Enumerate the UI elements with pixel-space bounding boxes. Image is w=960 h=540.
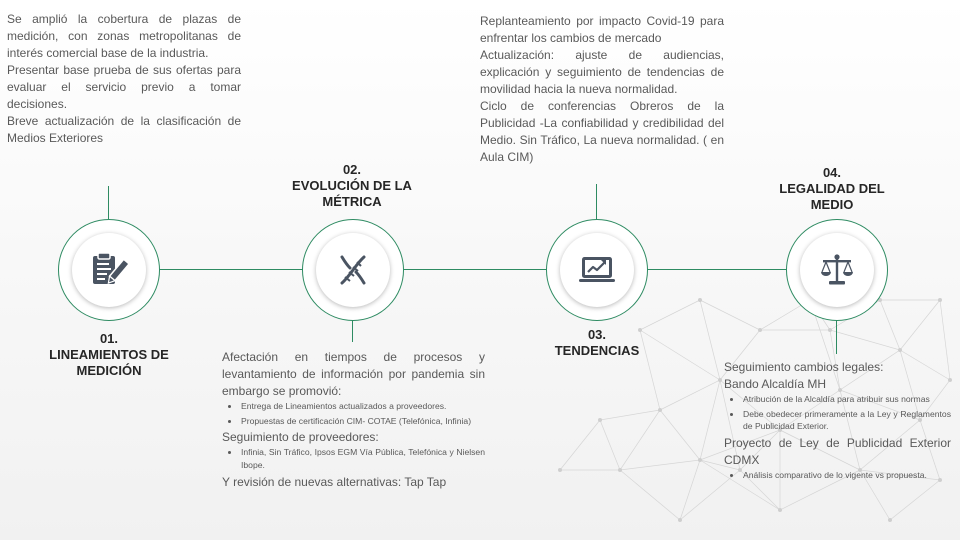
stage-4-title (772, 165, 892, 213)
list-item: • Propuestas de certificación CIM- COTAE (Telefónica, Infinia) (240, 415, 485, 428)
list-item: • Infinia, Sin Tráfico, Ipsos EGM Vía Pública, Telefónica y Nielsen Ibope. (240, 446, 485, 471)
list-item: • Análisis comparativo de lo vigente vs propuesta. (742, 469, 951, 482)
stage-2-description (222, 349, 485, 491)
stage-3-detail: Replanteamiento por impacto Covid-19 para enfrentar los cambios de mercado (480, 14, 724, 45)
stage-1-detail: Presentar base prueba de sus ofertas para evaluar el servicio previo a tomar decisiones. (7, 63, 241, 111)
stage-1-detail: Se amplió la cobertura de plazas de medición, con zonas metropolitanas de interés comercial base de la industria. (7, 12, 241, 60)
stage-3-description (480, 13, 724, 166)
stage-1-detail: Breve actualización de la clasificación de Medios Exteriores (7, 114, 241, 145)
stage-4-description (724, 359, 951, 483)
stage-3-title (522, 327, 672, 359)
stage-3-number: 03. (587, 327, 607, 342)
stem-stage-1 (108, 186, 109, 219)
stage-4-intro: Seguimiento cambios legales: (724, 360, 884, 374)
stage-1-icon-badge (72, 233, 146, 307)
dna-icon (333, 250, 373, 290)
stage-4-node (786, 219, 888, 321)
stage-1-title (34, 331, 184, 379)
stage-3-node (546, 219, 648, 321)
stage-2-provider-list (222, 446, 485, 471)
trend-chart-icon (577, 250, 617, 290)
stage-3-icon-badge (560, 233, 634, 307)
document-edit-icon (89, 250, 129, 290)
scales-icon (817, 250, 857, 290)
stage-4-analysis-list (724, 469, 951, 482)
stage-4-name: LEGALIDAD DEL MEDIO (779, 181, 885, 212)
list-item: • Entrega de Lineamientos actualizados a proveedores. (240, 400, 485, 413)
stage-2-closing: Y revisión de nuevas alternativas: Tap Tap (222, 475, 447, 489)
stage-1-number: 01. (99, 331, 119, 346)
stage-4-bullet-list (724, 393, 951, 433)
stage-4-number: 04. (822, 165, 842, 180)
timeline-connector-3-4 (647, 269, 787, 270)
stage-2-intro: Afectación en tiempos de procesos y levantamiento de información por pandemia sin embargo se promovió: (222, 350, 485, 398)
stage-4-icon-badge (800, 233, 874, 307)
timeline-connector-2-3 (403, 269, 547, 270)
list-item: • Atribución de la Alcaldía para atribuir sus normas (742, 393, 951, 406)
stage-2-subheading: Seguimiento de proveedores: (222, 430, 379, 444)
stage-1-node (58, 219, 160, 321)
stem-stage-2 (352, 320, 353, 342)
stage-1-description (7, 11, 241, 147)
stage-2-number: 02. (342, 162, 362, 177)
stage-3-name: TENDENCIAS (554, 343, 640, 358)
stage-2-node (302, 219, 404, 321)
stage-2-name: EVOLUCIÓN DE LA MÉTRICA (292, 178, 412, 209)
stage-3-detail: Actualización: ajuste de audiencias, explicación y seguimiento de tendencias de movilidad hacia la nueva normalidad. (480, 48, 724, 96)
stage-2-bullet-list (222, 400, 485, 427)
stage-3-detail: Ciclo de conferencias Obreros de la Publicidad -La confiabilidad y credibilidad del Medio. Sin Tráfico, La nueva normalidad. ( en Aula CIM) (480, 99, 724, 164)
stage-4-subheading: Bando Alcaldía MH (724, 377, 827, 391)
timeline-connector-1-2 (159, 269, 303, 270)
stem-stage-3 (596, 184, 597, 219)
stage-2-icon-badge (316, 233, 390, 307)
stage-2-title (262, 162, 442, 210)
stem-stage-4 (836, 320, 837, 354)
stage-4-subheading-2: Proyecto de Ley de Publicidad Exterior CDMX (724, 435, 951, 467)
stage-1-name: LINEAMIENTOS DE MEDICIÓN (49, 347, 169, 378)
list-item: • Debe obedecer primeramente a la Ley y Reglamentos de Publicidad Exterior. (742, 408, 951, 433)
